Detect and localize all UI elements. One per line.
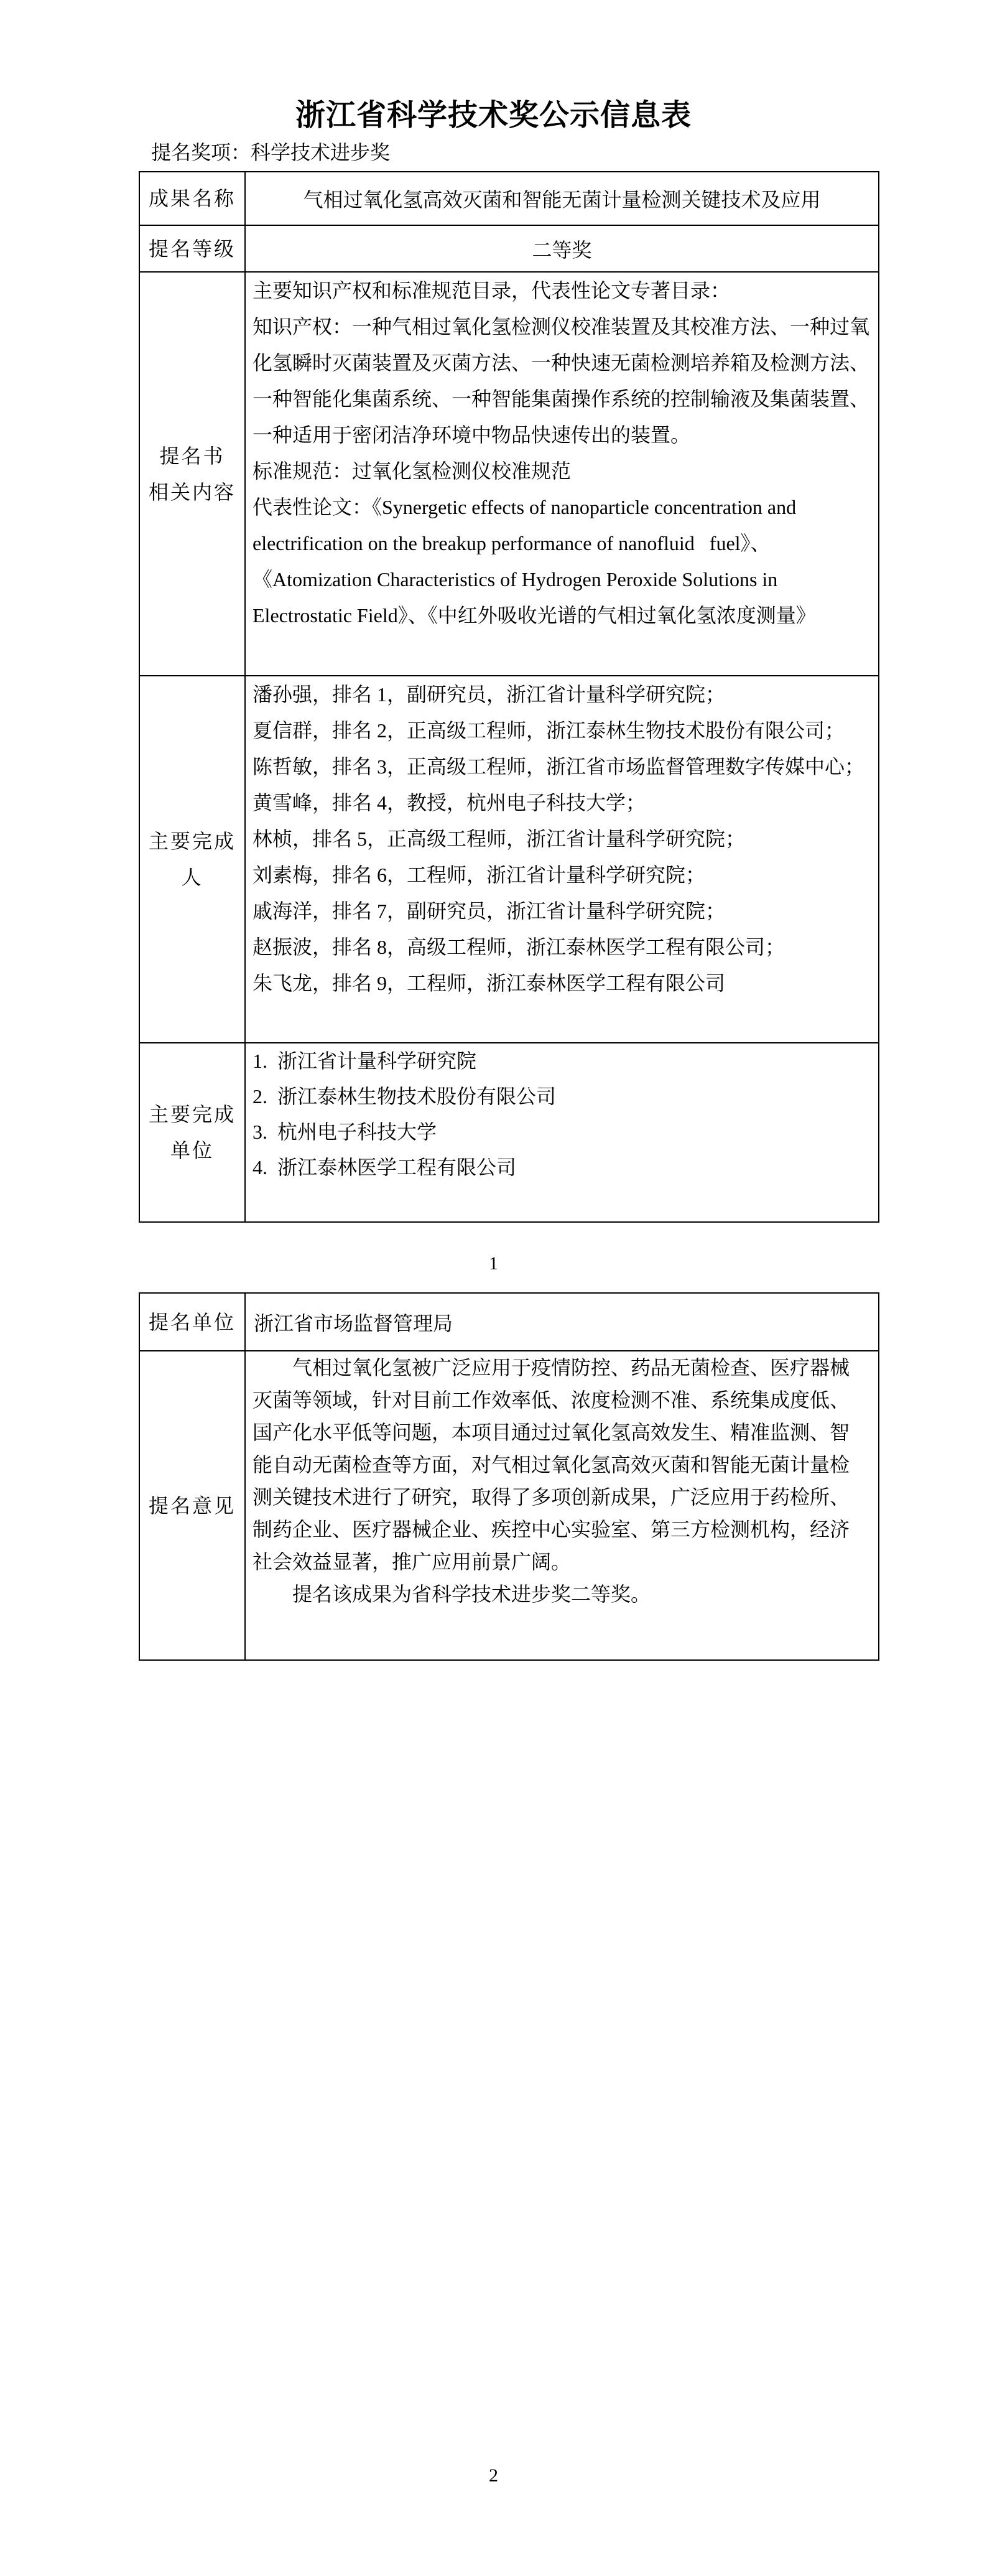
main-completers-content bbox=[245, 676, 879, 1043]
nomination-table bbox=[139, 1292, 879, 1661]
table-row bbox=[139, 172, 879, 225]
text-line: 陈哲敏，排名 3，正高级工程师，浙江省市场监督管理数字传媒中心； bbox=[253, 755, 865, 778]
table-row bbox=[139, 1351, 879, 1660]
text-line: 提名该成果为省科学技术进步奖二等奖。 bbox=[253, 1583, 651, 1605]
nomination-award-line: 提名奖项：科学技术进步奖 bbox=[151, 141, 391, 164]
page-number-1: 1 bbox=[489, 1253, 498, 1274]
grade-label: 提名等级 bbox=[139, 225, 245, 272]
text-line: 朱飞龙，排名 9，工程师，浙江泰林医学工程有限公司 bbox=[253, 972, 726, 994]
nomination-opinion-label: 提名意见 bbox=[139, 1351, 245, 1660]
grade-value: 二等奖 bbox=[245, 225, 879, 272]
text-line: 代表性论文：《Synergetic effects of nanoparticle concentration and bbox=[253, 496, 797, 518]
text-line: 气相过氧化氢被广泛应用于疫情防控、药品无菌检查、医疗器械 bbox=[253, 1356, 850, 1379]
page-number-2: 2 bbox=[489, 2465, 498, 2486]
text-line: 一种适用于密闭洁净环境中物品快速传出的装置。 bbox=[253, 424, 691, 446]
text-line: 测关键技术进行了研究，取得了多项创新成果，广泛应用于药检所、 bbox=[253, 1486, 850, 1508]
text-line: 标准规范：过氧化氢检测仪校准规范 bbox=[253, 460, 572, 482]
text-line: 赵振波，排名 8，高级工程师，浙江泰林医学工程有限公司； bbox=[253, 936, 785, 958]
result-name-label: 成果名称 bbox=[139, 172, 245, 225]
text-line: 2. 浙江泰林生物技术股份有限公司 bbox=[253, 1085, 557, 1108]
nomination-book-label bbox=[139, 272, 245, 676]
text-line: 相关内容 bbox=[148, 480, 236, 503]
main-completers-label bbox=[139, 676, 245, 1043]
text-line: 制药企业、医疗器械企业、疾控中心实验室、第三方检测机构，经济 bbox=[253, 1518, 850, 1541]
nomination-book-content bbox=[245, 272, 879, 676]
text-line: 化氢瞬时灭菌装置及灭菌方法、一种快速无菌检测培养箱及检测方法、 bbox=[253, 352, 870, 374]
text-line: 戚海洋，排名 7，副研究员，浙江省计量科学研究院； bbox=[253, 900, 726, 922]
text-line: 灭菌等领域，针对目前工作效率低、浓度检测不准、系统集成度低、 bbox=[253, 1389, 850, 1411]
text-line: 《Atomization Characteristics of Hydrogen Peroxide Solutions in bbox=[253, 568, 778, 590]
nomination-opinion-content bbox=[245, 1351, 879, 1660]
text-line: Electrostatic Field》、《中红外吸收光谱的气相过氧化氢浓度测量》 bbox=[253, 604, 816, 627]
text-line: 单位 bbox=[170, 1139, 214, 1162]
text-line: 主要完成 bbox=[148, 830, 236, 852]
table-row bbox=[139, 1043, 879, 1222]
text-line: 主要知识产权和标准规范目录，代表性论文专著目录： bbox=[253, 279, 731, 302]
page-title: 浙江省科学技术奖公示信息表 bbox=[295, 99, 692, 132]
text-line: 国产化水平低等问题，本项目通过过氧化氢高效发生、精准监测、智 bbox=[253, 1421, 850, 1444]
text-line: 人 bbox=[181, 866, 203, 889]
text-line: 一种智能化集菌系统、一种智能集菌操作系统的控制输液及集菌装置、 bbox=[253, 388, 870, 410]
main-units-label bbox=[139, 1043, 245, 1222]
text-line: 夏信群，排名 2，正高级工程师，浙江泰林生物技术股份有限公司； bbox=[253, 719, 845, 742]
nominating-unit-value: 浙江省市场监督管理局 bbox=[245, 1293, 879, 1351]
text-line: 提名书 bbox=[159, 444, 225, 467]
text-line: 1. 浙江省计量科学研究院 bbox=[253, 1050, 477, 1072]
nominating-unit-label: 提名单位 bbox=[139, 1293, 245, 1351]
text-line: 能自动无菌检查等方面，对气相过氧化氢高效灭菌和智能无菌计量检 bbox=[253, 1454, 850, 1476]
result-name-value: 气相过氧化氢高效灭菌和智能无菌计量检测关键技术及应用 bbox=[245, 172, 879, 225]
text-line: 3. 杭州电子科技大学 bbox=[253, 1121, 437, 1143]
text-line: electrification on the breakup performance of nanofluid fuel》、 bbox=[253, 532, 771, 554]
text-line: 黄雪峰，排名 4，教授，杭州电子科技大学； bbox=[253, 791, 646, 814]
text-line: 知识产权：一种气相过氧化氢检测仪校准装置及其校准方法、一种过氧 bbox=[253, 315, 870, 338]
text-line: 潘孙强，排名 1，副研究员，浙江省计量科学研究院； bbox=[253, 683, 726, 706]
table-row bbox=[139, 225, 879, 272]
table-row bbox=[139, 272, 879, 676]
award-info-table bbox=[139, 171, 879, 1223]
table-row bbox=[139, 676, 879, 1043]
table-row bbox=[139, 1293, 879, 1351]
text-line: 刘素梅，排名 6，工程师，浙江省计量科学研究院； bbox=[253, 864, 706, 886]
text-line: 主要完成 bbox=[148, 1103, 236, 1126]
text-line: 林桢，排名 5，正高级工程师，浙江省计量科学研究院； bbox=[253, 828, 746, 850]
text-line: 社会效益显著，推广应用前景广阔。 bbox=[253, 1551, 572, 1573]
text-line: 4. 浙江泰林医学工程有限公司 bbox=[253, 1156, 517, 1178]
main-units-content bbox=[245, 1043, 879, 1222]
